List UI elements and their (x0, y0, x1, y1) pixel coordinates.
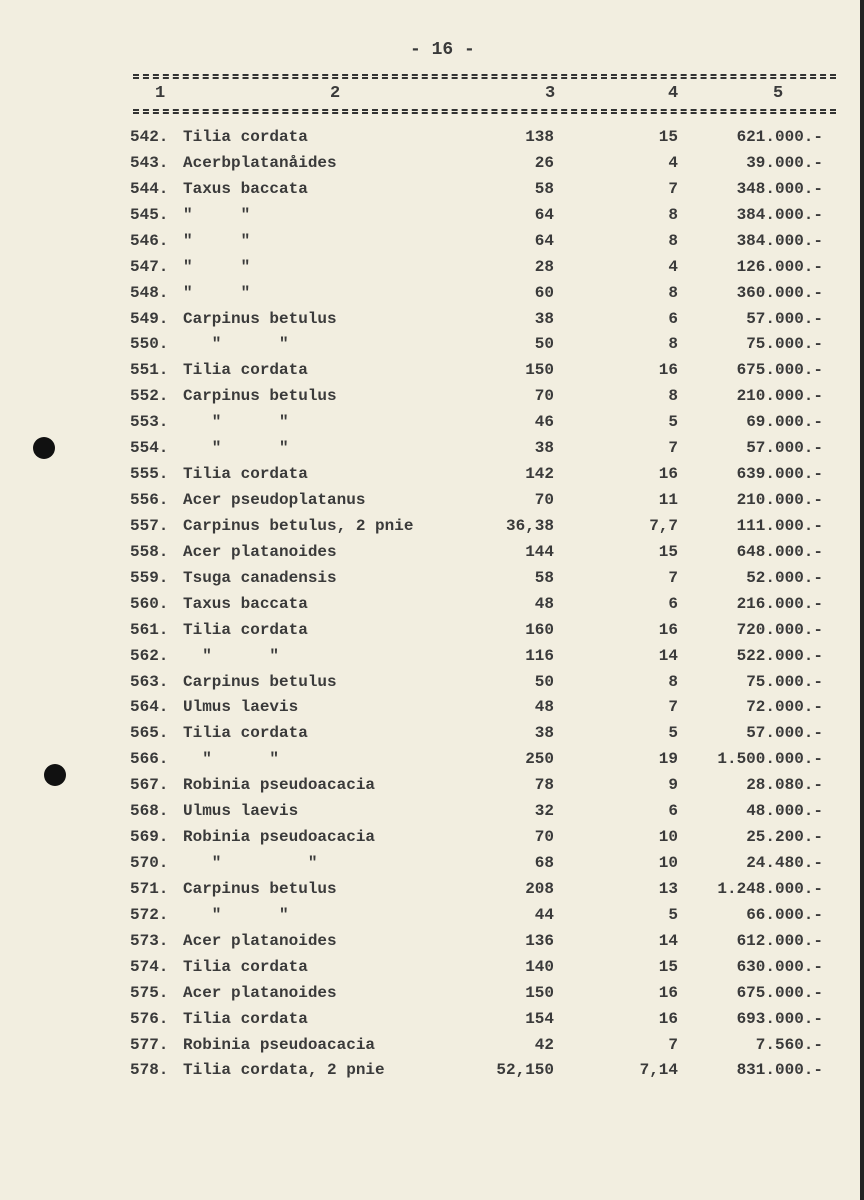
column-3-value: 36,38 (505, 516, 554, 535)
column-4-value: 15 (658, 542, 678, 561)
table-row (0, 776, 864, 802)
header-bottom-rule (133, 109, 836, 114)
species-name: Acer pseudoplatanus (183, 491, 366, 510)
column-3-value: 64 (534, 205, 554, 224)
table-row (0, 750, 864, 776)
table-row (0, 1010, 864, 1036)
table-row (0, 984, 864, 1010)
row-number: 569. (130, 828, 169, 847)
table-row (0, 439, 864, 465)
punch-hole (33, 437, 55, 459)
column-4-value: 11 (658, 491, 678, 510)
table-row (0, 906, 864, 932)
table-row (0, 232, 864, 258)
column-4-value: 15 (658, 957, 678, 976)
column-4-value: 4 (668, 257, 678, 276)
row-number: 559. (130, 568, 169, 587)
row-number: 577. (130, 1035, 169, 1054)
table-row (0, 543, 864, 569)
amount-value: 111.000.- (736, 516, 823, 535)
table-row (0, 361, 864, 387)
amount-value: 72.000.- (746, 698, 823, 717)
column-3-value: 208 (525, 879, 554, 898)
amount-value: 75.000.- (746, 335, 823, 354)
amount-value: 39.000.- (746, 153, 823, 172)
column-header-4: 4 (668, 84, 679, 103)
amount-value: 360.000.- (736, 283, 823, 302)
species-name: Tilia cordata (183, 1009, 308, 1028)
table-row (0, 387, 864, 413)
species-name: Ulmus laevis (183, 698, 299, 717)
row-number: 549. (130, 309, 169, 328)
column-4-value: 6 (668, 309, 678, 328)
row-number: 544. (130, 179, 169, 198)
species-name: Tilia cordata (183, 465, 308, 484)
column-3-value: 160 (525, 620, 554, 639)
table-row (0, 258, 864, 284)
species-name: Taxus baccata (183, 179, 308, 198)
amount-value: 522.000.- (736, 646, 823, 665)
row-number: 545. (130, 205, 169, 224)
species-name: " " (183, 335, 289, 354)
column-4-value: 8 (668, 387, 678, 406)
column-3-value: 70 (534, 828, 554, 847)
column-header-5: 5 (773, 84, 784, 103)
row-number: 554. (130, 439, 169, 458)
column-4-value: 14 (658, 931, 678, 950)
column-4-value: 5 (668, 413, 678, 432)
column-4-value: 8 (668, 231, 678, 250)
row-number: 565. (130, 724, 169, 743)
column-3-value: 68 (534, 854, 554, 873)
column-4-value: 10 (658, 828, 678, 847)
species-name: " " (183, 205, 251, 224)
table-row (0, 154, 864, 180)
column-4-value: 7,14 (639, 1061, 678, 1080)
column-3-value: 64 (534, 231, 554, 250)
column-4-value: 16 (658, 983, 678, 1002)
column-3-value: 136 (525, 931, 554, 950)
row-number: 558. (130, 542, 169, 561)
table-row (0, 491, 864, 517)
row-number: 546. (130, 231, 169, 250)
row-number: 555. (130, 465, 169, 484)
species-name: " " (183, 283, 251, 302)
species-name: Tilia cordata (183, 361, 308, 380)
row-number: 560. (130, 594, 169, 613)
row-number: 571. (130, 879, 169, 898)
column-3-value: 144 (525, 542, 554, 561)
column-4-value: 8 (668, 283, 678, 302)
amount-value: 216.000.- (736, 594, 823, 613)
column-4-value: 19 (658, 750, 678, 769)
column-3-value: 26 (534, 153, 554, 172)
column-4-value: 9 (668, 776, 678, 795)
column-3-value: 58 (534, 179, 554, 198)
punch-hole (44, 764, 66, 786)
amount-value: 75.000.- (746, 672, 823, 691)
species-name: Robinia pseudoacacia (183, 1035, 376, 1054)
column-3-value: 138 (525, 128, 554, 146)
amount-value: 831.000.- (736, 1061, 823, 1080)
species-name: Tsuga canadensis (183, 568, 337, 587)
column-4-value: 7 (668, 698, 678, 717)
row-number: 570. (130, 854, 169, 873)
column-4-value: 7,7 (649, 516, 678, 535)
column-4-value: 7 (668, 179, 678, 198)
column-3-value: 78 (534, 776, 554, 795)
species-name: Tilia cordata (183, 957, 308, 976)
species-name: Carpinus betulus, 2 pnie (183, 516, 414, 535)
column-4-value: 15 (658, 128, 678, 146)
column-4-value: 4 (668, 153, 678, 172)
amount-value: 1.500.000.- (717, 750, 823, 769)
species-name: " " (183, 646, 280, 665)
column-3-value: 50 (534, 335, 554, 354)
amount-value: 69.000.- (746, 413, 823, 432)
species-name: " " (183, 231, 251, 250)
table-row (0, 413, 864, 439)
amount-value: 210.000.- (736, 387, 823, 406)
column-3-value: 38 (534, 724, 554, 743)
column-3-value: 32 (534, 802, 554, 821)
amount-value: 630.000.- (736, 957, 823, 976)
row-number: 552. (130, 387, 169, 406)
amount-value: 621.000.- (736, 128, 823, 146)
species-name: Acer platanoides (183, 983, 337, 1002)
row-number: 573. (130, 931, 169, 950)
row-number: 543. (130, 153, 169, 172)
table-row (0, 647, 864, 673)
header-top-rule (133, 74, 836, 79)
table-row (0, 206, 864, 232)
column-3-value: 70 (534, 491, 554, 510)
column-3-value: 28 (534, 257, 554, 276)
species-name: Tilia cordata (183, 620, 308, 639)
row-number: 574. (130, 957, 169, 976)
species-name: Carpinus betulus (183, 309, 337, 328)
species-name: Carpinus betulus (183, 672, 337, 691)
column-3-value: 48 (534, 594, 554, 613)
amount-value: 675.000.- (736, 361, 823, 380)
row-number: 568. (130, 802, 169, 821)
amount-value: 693.000.- (736, 1009, 823, 1028)
column-3-value: 50 (534, 672, 554, 691)
row-number: 566. (130, 750, 169, 769)
column-4-value: 7 (668, 439, 678, 458)
amount-value: 66.000.- (746, 905, 823, 924)
column-4-value: 7 (668, 568, 678, 587)
table-row (0, 854, 864, 880)
species-name: Ulmus laevis (183, 802, 299, 821)
table-row (0, 310, 864, 336)
row-number: 553. (130, 413, 169, 432)
table-row (0, 932, 864, 958)
amount-value: 57.000.- (746, 439, 823, 458)
amount-value: 648.000.- (736, 542, 823, 561)
species-name: " " (183, 905, 289, 924)
row-number: 575. (130, 983, 169, 1002)
column-3-value: 48 (534, 698, 554, 717)
table-row (0, 595, 864, 621)
table-row (0, 1036, 864, 1062)
table-row (0, 958, 864, 984)
column-3-value: 140 (525, 957, 554, 976)
column-4-value: 6 (668, 594, 678, 613)
amount-value: 48.000.- (746, 802, 823, 821)
amount-value: 1.248.000.- (717, 879, 823, 898)
amount-value: 126.000.- (736, 257, 823, 276)
column-3-value: 116 (525, 646, 554, 665)
column-4-value: 14 (658, 646, 678, 665)
amount-value: 384.000.- (736, 205, 823, 224)
table-row (0, 180, 864, 206)
species-name: " " (183, 257, 251, 276)
column-4-value: 16 (658, 1009, 678, 1028)
table-row (0, 828, 864, 854)
column-4-value: 5 (668, 905, 678, 924)
amount-value: 57.000.- (746, 309, 823, 328)
column-3-value: 38 (534, 439, 554, 458)
column-3-value: 42 (534, 1035, 554, 1054)
species-name: Acer platanoides (183, 931, 337, 950)
column-4-value: 16 (658, 465, 678, 484)
table-row (0, 465, 864, 491)
row-number: 561. (130, 620, 169, 639)
table-row (0, 802, 864, 828)
table-row (0, 698, 864, 724)
column-3-value: 52,150 (496, 1061, 554, 1080)
table-row (0, 724, 864, 750)
column-4-value: 8 (668, 335, 678, 354)
column-4-value: 6 (668, 802, 678, 821)
species-name: Tilia cordata (183, 724, 308, 743)
row-number: 550. (130, 335, 169, 354)
amount-value: 675.000.- (736, 983, 823, 1002)
row-number: 547. (130, 257, 169, 276)
column-header-3: 3 (545, 84, 556, 103)
amount-value: 25.200.- (746, 828, 823, 847)
row-number: 557. (130, 516, 169, 535)
row-number: 564. (130, 698, 169, 717)
column-3-value: 58 (534, 568, 554, 587)
column-4-value: 5 (668, 724, 678, 743)
amount-value: 720.000.- (736, 620, 823, 639)
row-number: 542. (130, 128, 169, 146)
column-header-1: 1 (155, 84, 166, 103)
amount-value: 639.000.- (736, 465, 823, 484)
species-name: Robinia pseudoacacia (183, 776, 376, 795)
column-3-value: 250 (525, 750, 554, 769)
amount-value: 210.000.- (736, 491, 823, 510)
species-name: Carpinus betulus (183, 879, 337, 898)
column-4-value: 16 (658, 361, 678, 380)
table-row (0, 128, 864, 154)
amount-value: 28.080.- (746, 776, 823, 795)
column-4-value: 13 (658, 879, 678, 898)
row-number: 572. (130, 905, 169, 924)
amount-value: 384.000.- (736, 231, 823, 250)
page-number: - 16 - (410, 40, 475, 60)
species-name: Taxus baccata (183, 594, 308, 613)
amount-value: 57.000.- (746, 724, 823, 743)
amount-value: 7.560.- (755, 1035, 823, 1054)
column-4-value: 16 (658, 620, 678, 639)
column-3-value: 154 (525, 1009, 554, 1028)
column-3-value: 38 (534, 309, 554, 328)
row-number: 562. (130, 646, 169, 665)
column-3-value: 142 (525, 465, 554, 484)
column-3-value: 150 (525, 983, 554, 1002)
row-number: 551. (130, 361, 169, 380)
amount-value: 612.000.- (736, 931, 823, 950)
table-row (0, 1061, 864, 1087)
column-4-value: 8 (668, 205, 678, 224)
column-3-value: 70 (534, 387, 554, 406)
column-header-2: 2 (330, 84, 341, 103)
column-3-value: 150 (525, 361, 554, 380)
column-3-value: 60 (534, 283, 554, 302)
table-row (0, 880, 864, 906)
table-row (0, 517, 864, 543)
table-row (0, 673, 864, 699)
row-number: 556. (130, 491, 169, 510)
row-number: 567. (130, 776, 169, 795)
row-number: 563. (130, 672, 169, 691)
species-name: " " (183, 439, 289, 458)
column-3-value: 44 (534, 905, 554, 924)
table-row (0, 284, 864, 310)
row-number: 578. (130, 1061, 169, 1080)
species-name: Tilia cordata, 2 pnie (183, 1061, 385, 1080)
species-name: " " (183, 413, 289, 432)
species-name: Acerbplatanåides (183, 153, 337, 172)
species-name: Robinia pseudoacacia (183, 828, 376, 847)
amount-value: 52.000.- (746, 568, 823, 587)
column-4-value: 8 (668, 672, 678, 691)
species-name: Acer platanoides (183, 542, 337, 561)
table-row (0, 621, 864, 647)
page-edge (860, 0, 864, 1200)
amount-value: 348.000.- (736, 179, 823, 198)
row-number: 548. (130, 283, 169, 302)
row-number: 576. (130, 1009, 169, 1028)
table-row (0, 569, 864, 595)
column-4-value: 7 (668, 1035, 678, 1054)
species-name: " " (183, 750, 280, 769)
table-row (0, 335, 864, 361)
species-name: " " (183, 854, 318, 873)
species-name: Tilia cordata (183, 128, 308, 146)
amount-value: 24.480.- (746, 854, 823, 873)
species-name: Carpinus betulus (183, 387, 337, 406)
column-3-value: 46 (534, 413, 554, 432)
column-4-value: 10 (658, 854, 678, 873)
